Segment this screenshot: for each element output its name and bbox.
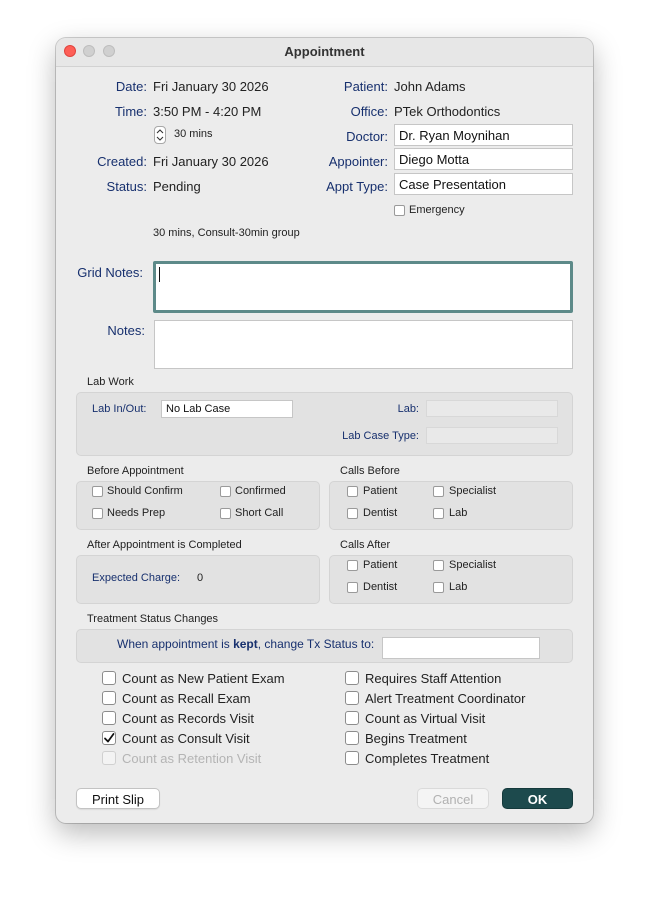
after-appointment-title: After Appointment is Completed: [87, 539, 242, 551]
checkmark-icon: [102, 731, 116, 745]
time-label: Time:: [114, 104, 147, 119]
calls-before-lab-label: Lab: [449, 507, 468, 519]
should-confirm-checkbox[interactable]: [92, 486, 103, 497]
tx-status-field[interactable]: [382, 637, 540, 659]
title-bar: [56, 38, 593, 67]
lab-in-out-field[interactable]: No Lab Case: [161, 400, 293, 418]
requires-staff-attention-checkbox[interactable]: [345, 671, 359, 685]
lab-case-type-field: [426, 427, 558, 444]
patient-label: Patient:: [343, 79, 388, 94]
calls-before-title: Calls Before: [340, 465, 400, 477]
calls-after-patient-checkbox[interactable]: [347, 560, 358, 571]
expected-charge-value: 0: [197, 572, 204, 584]
treatment-status-prefix: When appointment is: [117, 637, 234, 651]
doctor-field[interactable]: Dr. Ryan Moynihan: [394, 124, 573, 146]
stepper-arrows-icon: [155, 127, 165, 143]
virtual-visit-checkbox[interactable]: [345, 711, 359, 725]
begins-treatment-checkbox[interactable]: [345, 731, 359, 745]
appointment-summary: 30 mins, Consult-30min group: [153, 227, 300, 239]
records-visit-checkbox[interactable]: [102, 711, 116, 725]
doctor-label: Doctor:: [346, 129, 388, 144]
ok-button[interactable]: OK: [502, 788, 573, 809]
emergency-label: Emergency: [409, 204, 465, 216]
duration-value: 30 mins: [174, 128, 213, 140]
created-label: Created:: [97, 154, 147, 169]
confirmed-checkbox[interactable]: [220, 486, 231, 497]
status-label: Status:: [106, 179, 147, 194]
alert-treatment-coordinator-label: Alert Treatment Coordinator: [365, 691, 526, 706]
notes-label: Notes:: [107, 323, 145, 338]
calls-after-specialist-label: Specialist: [449, 559, 497, 571]
grid-notes-label: Grid Notes:: [77, 265, 143, 280]
recall-exam-checkbox[interactable]: [102, 691, 116, 705]
appt-type-label: Appt Type:: [326, 179, 388, 194]
date-value: Fri January 30 2026: [153, 79, 269, 94]
appt-type-field[interactable]: Case Presentation: [394, 173, 573, 195]
calls-after-lab-checkbox[interactable]: [433, 582, 444, 593]
calls-after-specialist-checkbox[interactable]: [433, 560, 444, 571]
expected-charge-label: Expected Charge:: [92, 572, 181, 584]
calls-after-dentist-label: Dentist: [363, 581, 398, 593]
lab-field: [426, 400, 558, 417]
calls-before-lab-checkbox[interactable]: [433, 508, 444, 519]
short-call-label: Short Call: [235, 507, 284, 519]
emergency-checkbox[interactable]: [394, 205, 405, 216]
calls-before-patient-checkbox[interactable]: [347, 486, 358, 497]
time-value: 3:50 PM - 4:20 PM: [153, 104, 262, 119]
text-cursor: [159, 267, 160, 282]
patient-value: John Adams: [394, 79, 466, 94]
calls-before-specialist-checkbox[interactable]: [433, 486, 444, 497]
lab-label: Lab:: [397, 403, 419, 415]
retention-visit-label: Count as Retention Visit: [122, 751, 262, 766]
new-patient-exam-checkbox[interactable]: [102, 671, 116, 685]
window-title: Appointment: [284, 44, 365, 59]
consult-visit-checkbox[interactable]: [102, 731, 116, 745]
before-appointment-title: Before Appointment: [87, 465, 184, 477]
calls-after-lab-label: Lab: [449, 581, 468, 593]
virtual-visit-label: Count as Virtual Visit: [365, 711, 486, 726]
new-patient-exam-label: Count as New Patient Exam: [122, 671, 285, 686]
recall-exam-label: Count as Recall Exam: [122, 691, 251, 706]
alert-treatment-coordinator-checkbox[interactable]: [345, 691, 359, 705]
grid-notes-textarea[interactable]: [153, 261, 573, 313]
cancel-button[interactable]: Cancel: [417, 788, 489, 809]
date-label: Date:: [115, 79, 147, 94]
completes-treatment-label: Completes Treatment: [365, 751, 490, 766]
treatment-status-kept: kept: [233, 637, 258, 651]
calls-before-patient-label: Patient: [363, 485, 398, 497]
office-value: PTek Orthodontics: [394, 104, 501, 119]
calls-before-dentist-checkbox[interactable]: [347, 508, 358, 519]
notes-textarea[interactable]: [154, 320, 573, 369]
consult-visit-label: Count as Consult Visit: [122, 731, 250, 746]
calls-before-specialist-label: Specialist: [449, 485, 497, 497]
office-label: Office:: [350, 104, 388, 119]
begins-treatment-label: Begins Treatment: [365, 731, 467, 746]
requires-staff-attention-label: Requires Staff Attention: [365, 671, 502, 686]
treatment-status-title: Treatment Status Changes: [87, 613, 219, 625]
short-call-checkbox[interactable]: [220, 508, 231, 519]
records-visit-label: Count as Records Visit: [122, 711, 254, 726]
appointment-window: [56, 38, 593, 823]
calls-after-dentist-checkbox[interactable]: [347, 582, 358, 593]
treatment-status-suffix: , change Tx Status to:: [257, 637, 375, 651]
calls-after-patient-label: Patient: [363, 559, 398, 571]
treatment-status-sentence: [117, 637, 374, 651]
lab-work-title: Lab Work: [87, 376, 134, 388]
calls-before-dentist-label: Dentist: [363, 507, 398, 519]
status-value: Pending: [153, 179, 201, 194]
appointer-field[interactable]: Diego Motta: [394, 148, 573, 170]
confirmed-label: Confirmed: [235, 485, 286, 497]
lab-case-type-label: Lab Case Type:: [342, 430, 419, 442]
completes-treatment-checkbox[interactable]: [345, 751, 359, 765]
lab-in-out-label: Lab In/Out:: [92, 403, 147, 415]
appointer-label: Appointer:: [328, 154, 388, 169]
created-value: Fri January 30 2026: [153, 154, 269, 169]
calls-after-title: Calls After: [340, 539, 391, 551]
duration-stepper[interactable]: [154, 126, 166, 144]
needs-prep-label: Needs Prep: [107, 507, 166, 519]
retention-visit-checkbox: [102, 751, 116, 765]
needs-prep-checkbox[interactable]: [92, 508, 103, 519]
print-slip-button[interactable]: Print Slip: [76, 788, 160, 809]
should-confirm-label: Should Confirm: [107, 485, 183, 497]
